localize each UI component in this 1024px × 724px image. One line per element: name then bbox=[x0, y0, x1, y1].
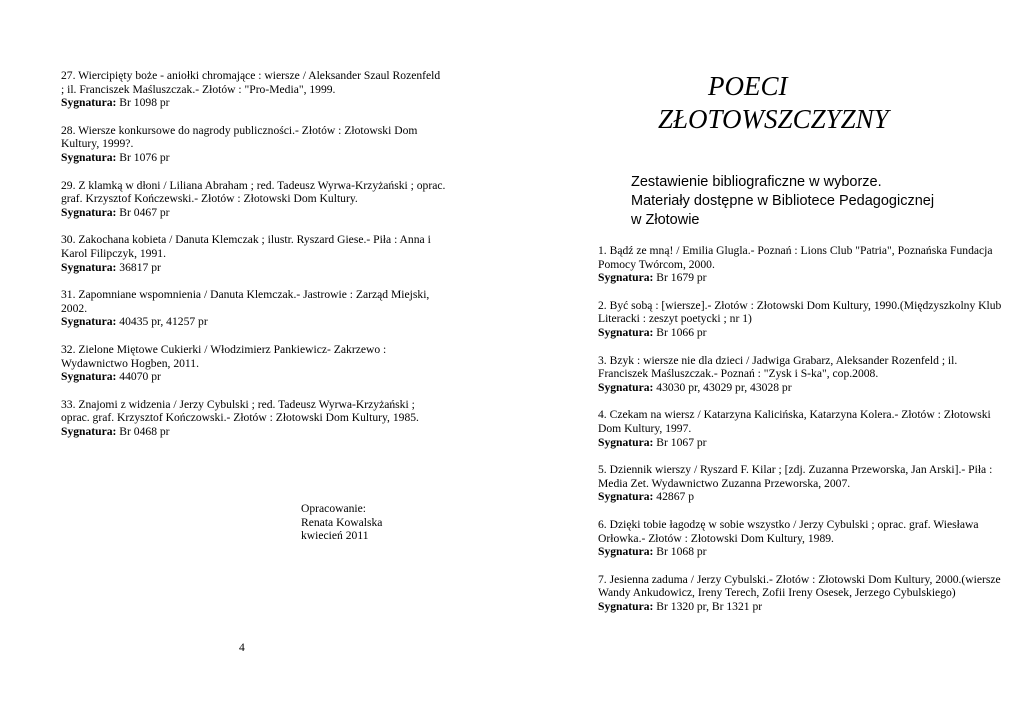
bibliography-list-left bbox=[61, 69, 446, 452]
signature-value: Br 1076 pr bbox=[116, 150, 170, 164]
list-item bbox=[598, 244, 1003, 285]
entry-text: 33. Znajomi z widzenia / Jerzy Cybulski ; red. Tadeusz Wyrwa-Krzyżański ; oprac. graf. Krzysztof Kończowski.- Złotów : Złotowski Dom Kultury, 1985. bbox=[61, 397, 419, 425]
signature-label: Sygnatura: bbox=[598, 271, 654, 285]
list-item bbox=[598, 354, 1003, 395]
signature-label: Sygnatura: bbox=[598, 435, 654, 449]
list-item bbox=[61, 288, 446, 329]
entry-text: 3. Bzyk : wiersze nie dla dzieci / Jadwiga Grabarz, Aleksander Rozenfeld ; il. Franciszek Maśluszczak.- Poznań : "Zysk i S-ka", cop.2008. bbox=[598, 353, 958, 381]
list-item bbox=[598, 463, 1003, 504]
signature-line bbox=[598, 545, 1003, 559]
signature-line bbox=[598, 381, 1003, 395]
signature-line bbox=[61, 370, 446, 384]
entry-text: 28. Wiersze konkursowe do nagrody publiczności.- Złotów : Złotowski Dom Kultury, 1999?. bbox=[61, 123, 418, 151]
bibliography-list-right bbox=[598, 244, 1003, 627]
list-item bbox=[598, 299, 1003, 340]
entry-text: 29. Z klamką w dłoni / Liliana Abraham ; red. Tadeusz Wyrwa-Krzyżański ; oprac. graf. Krzysztof Kończewski.- Złotów : Złotowski Dom Kultury. bbox=[61, 178, 446, 206]
signature-value: 43030 pr, 43029 pr, 43028 pr bbox=[653, 380, 792, 394]
list-item bbox=[61, 233, 446, 274]
credits-heading: Opracowanie: bbox=[301, 502, 367, 515]
subtitle bbox=[631, 173, 991, 230]
list-item bbox=[598, 573, 1003, 614]
signature-value: Br 1098 pr bbox=[116, 96, 170, 110]
entry-text: 6. Dzięki tobie łagodzę w sobie wszystko / Jerzy Cybulski ; oprac. graf. Wiesława Orłowka.- Złotów : Złotowski Dom Kultury, 1989. bbox=[598, 517, 979, 545]
entry-text: 7. Jesienna zaduma / Jerzy Cybulski.- Złotów : Złotowski Dom Kultury, 2000.(wiersze Wandy Ankudowicz, Ireny Terech, Zofii Ireny Osesek, Jerzego Cybulskiego) bbox=[598, 572, 1001, 600]
entry-text: 31. Zapomniane wspomnienia / Danuta Klemczak.- Jastrowie : Zarząd Miejski, 2002. bbox=[61, 288, 430, 315]
list-item bbox=[598, 518, 1003, 559]
credits-author: Renata Kowalska bbox=[301, 515, 383, 529]
list-item bbox=[61, 69, 446, 110]
entry-text: 2. Być sobą : [wiersze].- Złotów : Złotowski Dom Kultury, 1990.(Międzyszkolny Klub Literacki : zeszyt poetycki ; nr 1) bbox=[598, 298, 1002, 326]
list-item bbox=[61, 179, 446, 220]
list-item bbox=[61, 343, 446, 384]
signature-line bbox=[598, 436, 1003, 450]
signature-line bbox=[61, 96, 446, 110]
signature-line bbox=[61, 206, 446, 220]
signature-line bbox=[61, 425, 446, 439]
signature-value: Br 1067 pr bbox=[653, 435, 707, 449]
signature-line bbox=[61, 261, 446, 275]
signature-line bbox=[598, 490, 1003, 504]
signature-line bbox=[598, 326, 1003, 340]
subtitle-line-2: Materiały dostępne w Bibliotece Pedagogicznej bbox=[631, 193, 935, 209]
signature-label: Sygnatura: bbox=[598, 490, 654, 504]
signature-line bbox=[61, 151, 446, 165]
signature-label: Sygnatura: bbox=[61, 424, 117, 438]
signature-value: Br 1068 pr bbox=[653, 545, 707, 559]
signature-label: Sygnatura: bbox=[598, 599, 654, 613]
subtitle-line-3: w Złotowie bbox=[631, 212, 700, 228]
entry-text: 30. Zakochana kobieta / Danuta Klemczak ; ilustr. Ryszard Giese.- Piła : Anna i Karol Filipczyk, 1991. bbox=[61, 233, 431, 260]
signature-line bbox=[598, 600, 1003, 614]
title-line-2: ZŁOTOWSZCZYZNY bbox=[658, 104, 889, 134]
list-item bbox=[61, 398, 446, 439]
entry-text: 4. Czekam na wiersz / Katarzyna Kalicińska, Katarzyna Kolera.- Złotów : Złotowski Dom Kultury, 1997. bbox=[598, 408, 991, 435]
entry-text: 5. Dziennik wierszy / Ryszard F. Kilar ; [zdj. Zuzanna Przeworska, Jan Arski].- Piła : Media Zet. Wydawnictwo Zuzanna Przeworska, 2007. bbox=[598, 463, 993, 490]
credits bbox=[301, 502, 382, 543]
list-item bbox=[61, 124, 446, 165]
signature-value: 44070 pr bbox=[116, 370, 161, 384]
subtitle-line-1: Zestawienie bibliograficzne w wyborze. bbox=[631, 174, 882, 190]
signature-line bbox=[598, 271, 1003, 285]
entry-text: 27. Wiercipięty boże - aniołki chromające : wiersze / Aleksander Szaul Rozenfeld ; il. Franciszek Maśluszczak.- Złotów : "Pro-Media", 1999. bbox=[61, 69, 441, 96]
signature-value: Br 1679 pr bbox=[653, 271, 707, 285]
signature-label: Sygnatura: bbox=[61, 315, 117, 329]
signature-label: Sygnatura: bbox=[61, 150, 117, 164]
entry-text: 32. Zielone Miętowe Cukierki / Włodzimierz Pankiewicz- Zakrzewo : Wydawnictwo Hogben, 2011. bbox=[61, 342, 387, 370]
signature-value: Br 1066 pr bbox=[653, 325, 707, 339]
signature-line bbox=[61, 315, 446, 329]
credits-date: kwiecień 2011 bbox=[301, 529, 369, 543]
title-line-1: POECI bbox=[708, 71, 788, 101]
signature-value: 42867 p bbox=[653, 490, 694, 504]
signature-value: Br 0468 pr bbox=[116, 424, 170, 438]
signature-label: Sygnatura: bbox=[61, 96, 117, 110]
page-number: 4 bbox=[239, 641, 245, 654]
signature-value: 40435 pr, 41257 pr bbox=[116, 315, 208, 329]
signature-label: Sygnatura: bbox=[61, 370, 117, 384]
signature-label: Sygnatura: bbox=[598, 545, 654, 559]
entry-text: 1. Bądź ze mną! / Emilia Glugla.- Poznań : Lions Club "Patria", Poznańska Fundacja Pomocy Twórcom, 2000. bbox=[598, 244, 993, 271]
signature-label: Sygnatura: bbox=[598, 325, 654, 339]
signature-value: 36817 pr bbox=[116, 260, 161, 274]
signature-label: Sygnatura: bbox=[61, 260, 117, 274]
signature-value: Br 0467 pr bbox=[116, 205, 170, 219]
list-item bbox=[598, 408, 1003, 449]
signature-value: Br 1320 pr, Br 1321 pr bbox=[653, 599, 763, 613]
right-page bbox=[512, 0, 1024, 724]
signature-label: Sygnatura: bbox=[61, 205, 117, 219]
signature-label: Sygnatura: bbox=[598, 380, 654, 394]
